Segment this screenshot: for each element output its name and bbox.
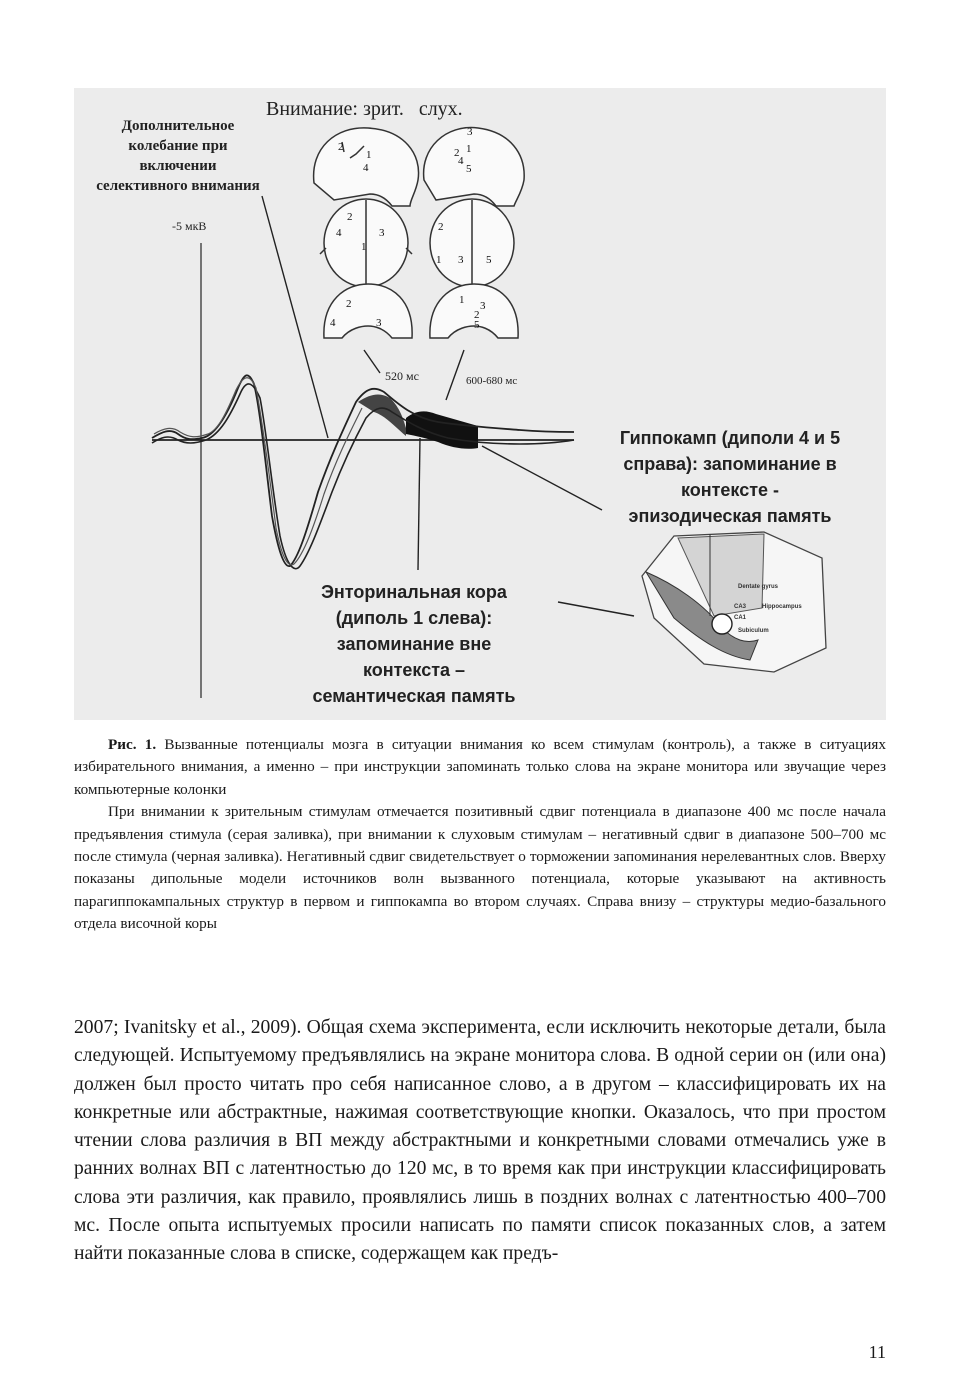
hippocampus-label: [620, 428, 840, 526]
svg-text:Энторинальная кора: Энторинальная кора: [321, 582, 507, 602]
svg-text:(диполь 1 слева):: (диполь 1 слева):: [335, 608, 493, 628]
hippocampus-anatomy-illustration: [642, 532, 826, 672]
extra-oscillation-label: [96, 118, 260, 194]
svg-text:эпизодическая память: эпизодическая память: [628, 506, 832, 526]
svg-text:Hippocampus: Hippocampus: [762, 604, 802, 610]
body-paragraph: 2007; Ivanitsky et al., 2009). Общая схема эксперимента, если исключить некоторые детали, была следующей. Испытуемому предъявлялись на экране монитора слова. В одной серии он (или она) должен был просто читать про себя написанное слово, а в другом – классифицировать их на конкретные или абстрактные, нажимая соответствующие кнопки. Оказалось, что при простом чтении слова различия в ВП между абстрактными и конкретными словами отмечались уже в ранних волнах ВП с латентностью до 120 мс, в то время как при инструкции классифицировать слова эти различия, как правило, проявлялись лишь в поздних волнах с латентностью 400–700 мс. После опыта испытуемых просили написать по памяти список показанных слов, а затем найти показанные слова в списке, содержащем как предъ-: [74, 1017, 886, 1265]
svg-text:1: 1: [361, 241, 367, 253]
svg-text:2: 2: [347, 211, 353, 223]
svg-text:CA3: CA3: [734, 604, 747, 610]
svg-text:2: 2: [346, 298, 352, 310]
svg-text:колебание при: колебание при: [128, 138, 228, 154]
figure: [74, 88, 886, 720]
entorhinal-label: [313, 582, 516, 706]
body-text: [74, 1014, 886, 1269]
svg-text:включении: включении: [139, 158, 217, 174]
svg-text:контексте -: контексте -: [680, 480, 780, 500]
svg-text:3: 3: [376, 317, 382, 329]
svg-text:Гиппокамп (диполи 4 и 5: Гиппокамп (диполи 4 и 5: [619, 428, 841, 448]
svg-text:CA1: CA1: [734, 615, 747, 621]
caption-lead: Рис. 1.: [108, 736, 157, 753]
caption-second: При внимании к зрительным стимулам отмечается позитивный сдвиг потенциала в диапазоне 400 мс после начала предъявления стимула (серая заливка), при внимании к слуховым стимулам – негативный сдвиг в диапазоне 500–700 мс после стимула (черная заливка). Негативный сдвиг свидетельствует о торможении запоминания нерелевантных слов. Вверху показаны дипольные модели источников волн вызванного потенциала, которые указывают на активность парагиппокампальных структур в первом и гиппокампа во втором случаях. Справа внизу – структуры медио-базального отдела височной коры: [74, 803, 886, 933]
svg-text:1: 1: [436, 254, 442, 266]
svg-text:семантическая память: семантическая память: [312, 686, 516, 706]
svg-text:2: 2: [338, 141, 344, 153]
head-visual-front: [324, 284, 412, 338]
svg-text:3: 3: [480, 300, 486, 312]
svg-text:Дополнительное: Дополнительное: [121, 118, 235, 134]
svg-text:3: 3: [467, 126, 473, 138]
svg-text:4: 4: [330, 317, 336, 329]
svg-text:1: 1: [366, 149, 372, 161]
svg-text:1: 1: [466, 143, 472, 155]
svg-text:запоминание вне: запоминание вне: [336, 634, 492, 654]
figure-caption: [74, 734, 886, 936]
svg-text:2: 2: [454, 147, 460, 159]
caption-first: Вызванные потенциалы мозга в ситуации внимания ко всем стимулам (контроль), а также в ситуациях избирательного внимания, а именно – при инструкции запоминать только слова на экране монитора или звучащие через компьютерные колонки: [74, 736, 886, 798]
svg-text:2: 2: [438, 221, 444, 233]
svg-text:3: 3: [379, 227, 385, 239]
svg-text:5: 5: [466, 163, 472, 175]
svg-text:селективного внимания: селективного внимания: [96, 178, 260, 194]
svg-text:3: 3: [458, 254, 464, 266]
erp-waveforms: [152, 375, 574, 568]
svg-text:2: 2: [474, 309, 480, 321]
svg-text:4: 4: [363, 162, 369, 174]
page-number: 11: [868, 1342, 886, 1362]
latency-600-680: 600-680 мс: [466, 375, 518, 387]
svg-text:4: 4: [336, 227, 342, 239]
y-axis-label: -5 мкВ: [172, 219, 207, 233]
head-auditory-lateral: [424, 128, 525, 206]
svg-text:4: 4: [458, 155, 464, 167]
svg-text:Dentate gyrus: Dentate gyrus: [738, 584, 779, 590]
svg-text:Subiculum: Subiculum: [738, 628, 769, 634]
svg-text:контекста –: контекста –: [362, 660, 466, 680]
svg-text:справа): запоминание в: справа): запоминание в: [623, 454, 837, 474]
svg-text:5: 5: [486, 254, 492, 266]
svg-text:5: 5: [474, 319, 480, 331]
attention-header: Внимание: зрит. слух.: [266, 98, 463, 120]
svg-text:1: 1: [459, 294, 465, 306]
head-auditory-top: [430, 199, 514, 287]
latency-520: 520 мс: [385, 369, 419, 383]
